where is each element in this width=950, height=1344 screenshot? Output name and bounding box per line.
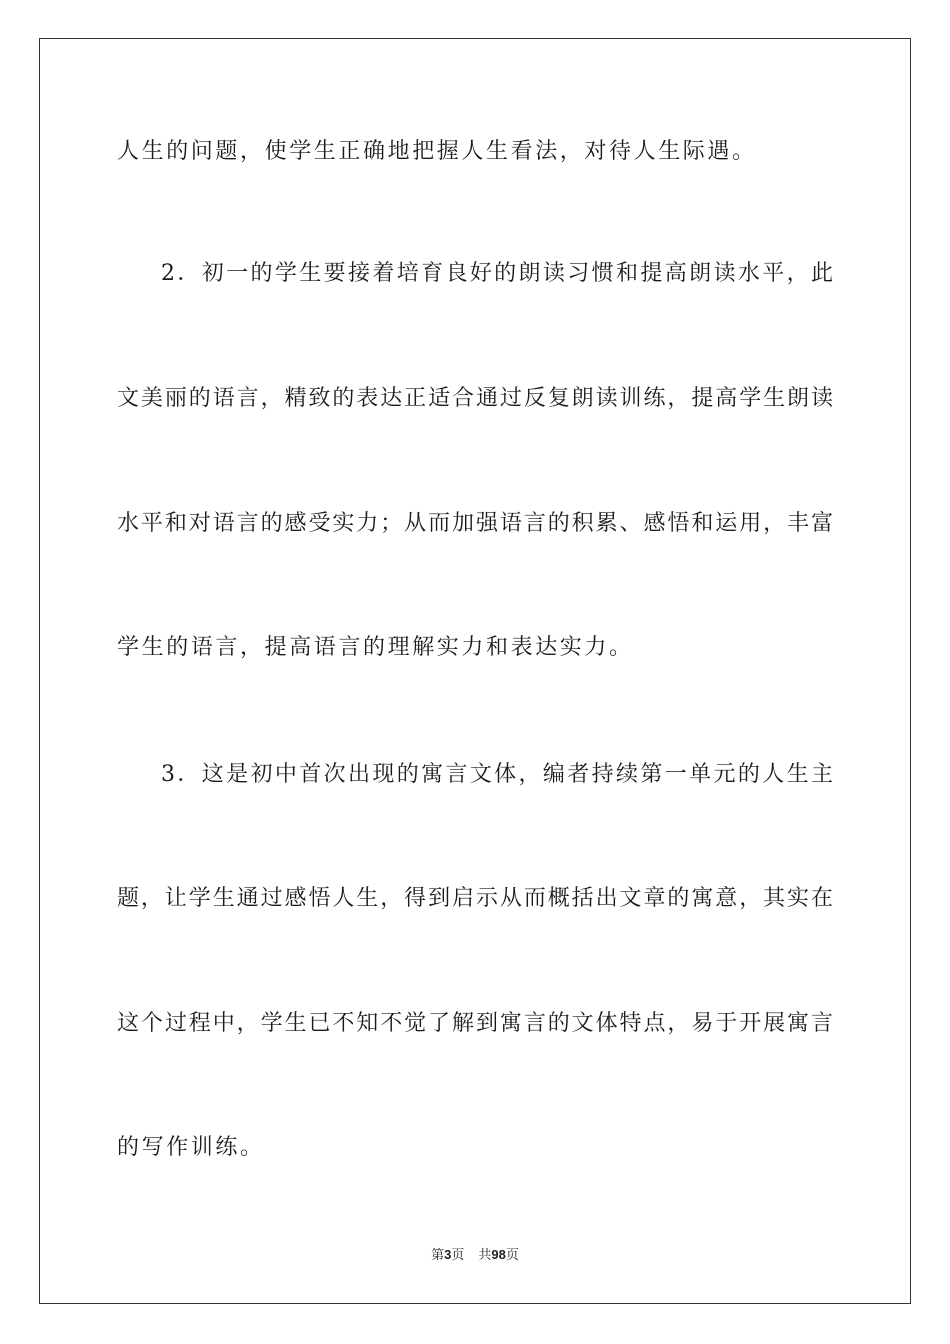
text-line-9: 的写作训练。 <box>117 1135 265 1160</box>
text-line-1: 人生的问题，使学生正确地把握人生看法，对待人生际遇。 <box>117 139 757 164</box>
text-line-7: 题，让学生通过感悟人生，得到启示从而概括出文章的寓意，其实在 <box>117 886 833 911</box>
text-line-4: 水平和对语言的感受实力；从而加强语言的积累、感悟和运用，丰富 <box>117 511 833 536</box>
text-line-8: 这个过程中，学生已不知不觉了解到寓言的文体特点，易于开展寓言 <box>117 1011 833 1036</box>
footer-page-suffix: 页 <box>451 1248 465 1263</box>
footer-total-prefix: 共 <box>478 1248 492 1263</box>
footer-total-pages: 98 <box>491 1247 506 1262</box>
text-line-3: 文美丽的语言，精致的表达正适合通过反复朗读训练，提高学生朗读 <box>117 386 833 411</box>
page-footer <box>0 1246 950 1265</box>
text-line-2: 2．初一的学生要接着培育良好的朗读习惯和提高朗读水平，此 <box>161 261 833 286</box>
text-line-6: 3．这是初中首次出现的寓言文体，编者持续第一单元的人生主 <box>161 762 833 787</box>
page-border <box>39 38 911 1304</box>
footer-page-prefix: 第 <box>431 1248 445 1263</box>
footer-total-suffix: 页 <box>505 1248 519 1263</box>
text-line-5: 学生的语言，提高语言的理解实力和表达实力。 <box>117 635 634 660</box>
footer-page-number: 3 <box>444 1247 452 1262</box>
